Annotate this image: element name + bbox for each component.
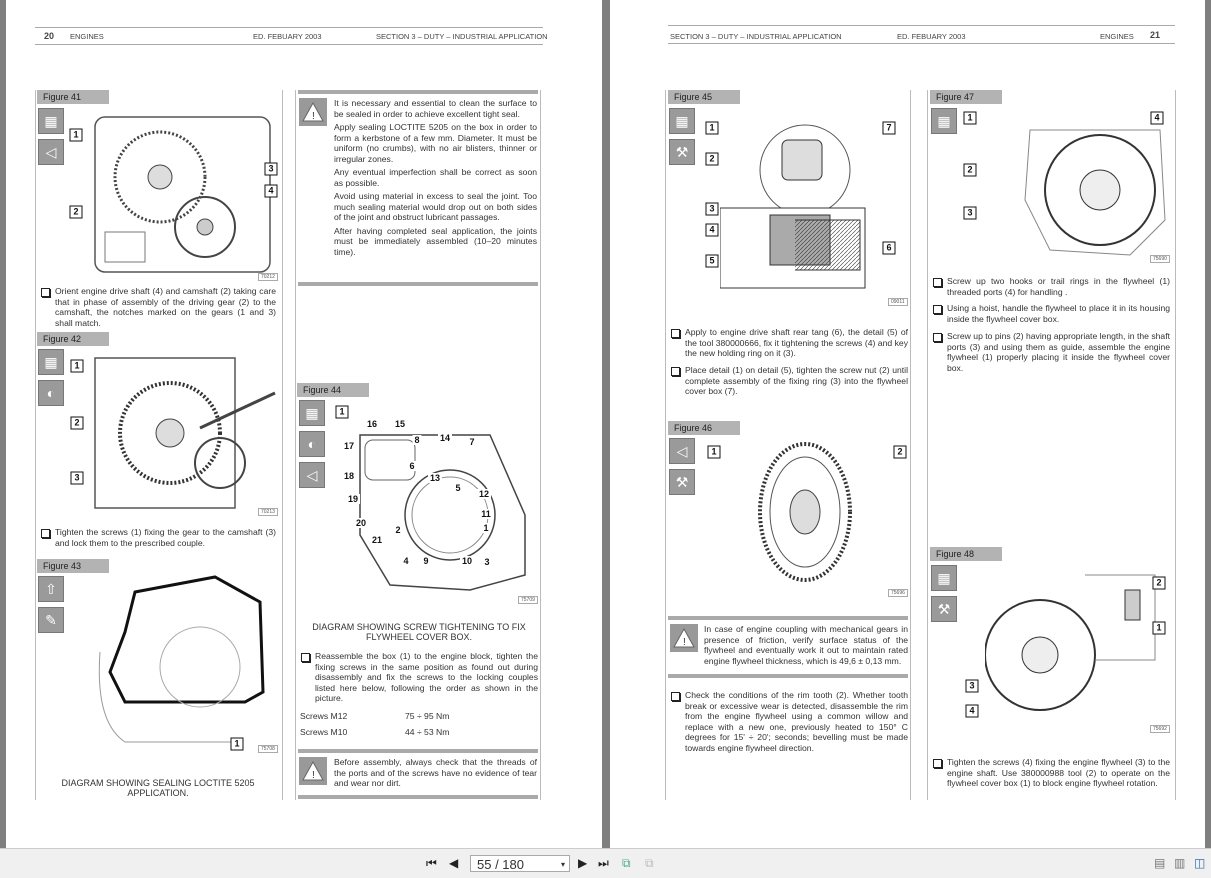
torque-name: Screws M12	[300, 711, 348, 721]
figure-caption: DIAGRAM SHOWING SEALING LOCTITE 5205 APPLICATION.	[61, 778, 255, 798]
figure-callout: 3	[705, 203, 718, 216]
figure-41-label: Figure 41	[37, 90, 109, 104]
figure-48-image	[985, 570, 1160, 730]
figure-code: 75696	[888, 589, 908, 597]
column-rule	[665, 90, 666, 800]
section-name: ENGINES	[1100, 32, 1134, 41]
figure-callout: 7	[882, 122, 895, 135]
warning-bar	[668, 674, 908, 678]
tool-icon: ⚒	[669, 139, 695, 165]
figure-callout: 2	[893, 446, 906, 459]
figure-44-label: Figure 44	[297, 383, 369, 397]
figure-callout: 7	[469, 437, 475, 447]
warning-icon	[670, 624, 698, 652]
go-forward-view-icon[interactable]: ⧉	[645, 856, 654, 870]
tool-icon: ⚒	[931, 596, 957, 622]
svg-text:!: !	[683, 637, 686, 648]
figure-callout: 3	[965, 680, 978, 693]
figure-callout: 4	[403, 556, 409, 566]
column-rule	[927, 90, 928, 800]
instruction-text: Apply to engine drive shaft rear tang (6), the detail (5) of the tool 380000666, fix it tightening the screws (4) and key the new holding ring on it (3).	[670, 327, 908, 359]
page-number-input[interactable]	[470, 855, 570, 872]
svg-text:!: !	[312, 111, 315, 122]
figure-callout: 16	[366, 419, 378, 429]
torque-value: 75 ÷ 95 Nm	[405, 711, 450, 721]
last-page-button[interactable]: ⏭	[598, 856, 609, 870]
column-rule	[1175, 90, 1176, 800]
warning-note: Avoid using material in excess to seal the joint. Too much sealing material would drop out on both sides of the joint and obstruct lubricant passages.	[334, 191, 537, 222]
figure-42-label: Figure 42	[37, 332, 109, 346]
disassembly-icon: ▦	[38, 108, 64, 134]
figure-47-image	[1020, 110, 1170, 260]
first-page-button[interactable]: ⏮	[426, 856, 437, 870]
tool-icon: ◐	[38, 380, 64, 406]
figure-code: 09011	[888, 298, 908, 306]
section-title: SECTION 3 – DUTY – INDUSTRIAL APPLICATION	[376, 32, 548, 41]
instruction-text: Orient engine drive shaft (4) and camshaft (2) taking care that in phase of assembly of the driving gear (2) to the camshaft, the notches marked on the gears (1 and 3) shall match.	[40, 286, 276, 328]
figure-41-image	[90, 112, 280, 282]
warning-note: It is necessary and essential to clean the surface to be sealed in order to achieve excellent tight seal.	[334, 98, 537, 119]
warning-bar	[298, 749, 538, 753]
figure-46-label: Figure 46	[668, 421, 740, 435]
figure-callout: 1	[70, 360, 83, 373]
disassembly-icon: ▦	[38, 349, 64, 375]
section-title: SECTION 3 – DUTY – INDUSTRIAL APPLICATION	[670, 32, 842, 41]
page-number: 20	[44, 31, 55, 41]
chevron-down-icon[interactable]: ▾	[560, 860, 565, 869]
svg-text:!: !	[312, 770, 315, 781]
figure-callout: 15	[394, 419, 406, 429]
edition: ED. FEBUARY 2003	[253, 32, 322, 41]
figure-callout: 2	[395, 525, 401, 535]
figure-callout: 8	[414, 435, 420, 445]
figure-callout: 6	[882, 242, 895, 255]
figure-callout: 9	[423, 556, 429, 566]
header-line	[35, 44, 543, 45]
figure-callout: 2	[70, 417, 83, 430]
figure-callout: 2	[963, 164, 976, 177]
warning-note: After having completed seal application, the joints must be immediately assembled (10–20 minutes time).	[334, 225, 537, 257]
figure-callout: 3	[264, 163, 277, 176]
figure-callout: 1	[69, 129, 82, 142]
page-number: 21	[1150, 30, 1161, 40]
tool-icon: ◁	[669, 438, 695, 464]
figure-callout: 5	[455, 483, 461, 493]
torque-value: 44 ÷ 53 Nm	[405, 727, 450, 737]
figure-callout: 4	[705, 224, 718, 237]
figure-callout: 1	[230, 738, 243, 751]
instruction-text: Tighten the screws (1) fixing the gear to the camshaft (3) and lock them to the prescribed couple.	[40, 527, 276, 548]
figure-callout: 1	[335, 406, 348, 419]
figure-callout: 1	[483, 523, 489, 533]
page-number-value: 55 / 180	[477, 857, 524, 872]
figure-callout: 2	[1152, 577, 1165, 590]
figure-callout: 1	[705, 122, 718, 135]
figure-45-label: Figure 45	[668, 90, 740, 104]
section-name: ENGINES	[70, 32, 104, 41]
instruction-text: Check the conditions of the rim tooth (2). Whether tooth break or excessive wear is detected, disassemble the rim from the engine flywheel using a common willow and replace with a new one, previously heated to 150° C degrees for 15' ÷ 20'; seconds; bevelling must be made towards engine flywheel direction.	[670, 690, 908, 753]
warning-text: In case of engine coupling with mechanical gears in presence of friction, verify surface status of the flywheel and eventually work it out to maintain rated engine flywheel thickness, which is 49,6 ± 0,13 mm.	[704, 624, 908, 666]
tool-icon: ⚒	[669, 469, 695, 495]
warning-bar	[298, 795, 538, 799]
figure-callout: 17	[343, 441, 355, 451]
figure-callout: 5	[705, 255, 718, 268]
figure-47-label: Figure 47	[930, 90, 1002, 104]
figure-code: 75692	[1150, 725, 1170, 733]
instruction-text: Screw up two hooks or trail rings in the flywheel (1) threaded ports (4) for handling .	[932, 276, 1170, 297]
figure-callout: 14	[439, 433, 451, 443]
tool-icon: ◁	[38, 139, 64, 165]
figure-callout: 2	[69, 206, 82, 219]
disassembly-icon: ▦	[299, 400, 325, 426]
disassembly-icon: ▦	[931, 108, 957, 134]
figure-callout: 4	[1150, 112, 1163, 125]
warning-bar	[668, 616, 908, 620]
figure-code: 75690	[1150, 255, 1170, 263]
figure-43-image	[85, 572, 280, 752]
figure-callout: 4	[264, 185, 277, 198]
sealant-icon: ✎	[38, 607, 64, 633]
figure-callout: 6	[409, 461, 415, 471]
header-line	[35, 27, 543, 28]
warning-icon	[299, 757, 327, 785]
figure-code: 70212	[258, 273, 278, 281]
column-rule	[282, 90, 283, 800]
figure-callout: 3	[963, 207, 976, 220]
tool-icon: ◐	[299, 431, 325, 457]
figure-code: 75708	[258, 745, 278, 753]
instruction-text: Using a hoist, handle the flywheel to place it in its housing inside the flywheel cover box.	[932, 303, 1170, 324]
instruction-text: Reassemble the box (1) to the engine block, tighten the fixing screws in the same position as found out during disassembly and fix the screws to the locking couples listed here below, following the order as shown in the picture.	[300, 651, 538, 704]
figure-callout: 2	[705, 153, 718, 166]
edition: ED. FEBUARY 2003	[897, 32, 966, 41]
figure-callout: 18	[343, 471, 355, 481]
single-page-view-icon[interactable]: ▤	[1154, 856, 1166, 870]
warning-icon	[299, 98, 327, 126]
figure-callout: 10	[461, 556, 473, 566]
figure-45-image	[720, 110, 905, 300]
column-rule	[910, 90, 911, 800]
figure-callout: 20	[355, 518, 367, 528]
figure-callout: 1	[963, 112, 976, 125]
warning-bar	[298, 282, 538, 286]
figure-callout: 3	[484, 557, 490, 567]
figure-48-label: Figure 48	[930, 547, 1002, 561]
warning-text: Before assembly, always check that the threads of the ports and of the screws have no evidence of tear and wear nor dirt.	[334, 757, 537, 788]
previous-page-button[interactable]: ◀	[449, 856, 459, 870]
two-page-view-icon[interactable]: ◫	[1194, 856, 1206, 870]
figure-caption: DIAGRAM SHOWING SCREW TIGHTENING TO FIX FLYWHEEL COVER BOX.	[312, 622, 526, 642]
figure-callout: 19	[347, 494, 359, 504]
column-rule	[35, 90, 36, 800]
header-line	[668, 43, 1175, 44]
disassembly-icon: ▦	[931, 565, 957, 591]
figure-callout: 11	[481, 509, 491, 519]
tool-icon: ◁	[299, 462, 325, 488]
figure-42-image	[90, 348, 280, 518]
figure-callout: 21	[371, 535, 383, 545]
warning-bar	[298, 90, 538, 94]
disassembly-icon: ▦	[669, 108, 695, 134]
instruction-text: Tighten the screws (4) fixing the engine flywheel (3) to the engine shaft. Use 380000988 tool (2) to operate on the flywheel cover box (1) to block engine flywheel rotation.	[932, 757, 1170, 789]
figure-callout: 13	[429, 473, 441, 483]
column-rule	[295, 90, 296, 800]
figure-code: 70213	[258, 508, 278, 516]
figure-callout: 3	[70, 472, 83, 485]
figure-callout: 1	[707, 446, 720, 459]
warning-notes	[334, 98, 537, 257]
continuous-view-icon[interactable]: ▥	[1174, 856, 1186, 870]
figure-callout: 4	[965, 705, 978, 718]
warning-note: Any eventual imperfection shall be correct as soon as possible.	[334, 167, 537, 188]
warning-note: Apply sealing LOCTITE 5205 on the box in order to form a kerbstone of a few mm. Diameter. It must be uniform (no crumbs), with no air blisters, thinner or irregular zones.	[334, 122, 537, 164]
torque-name: Screws M10	[300, 727, 348, 737]
go-back-view-icon[interactable]: ⧉	[622, 856, 631, 870]
assembly-icon: ⇧	[38, 576, 64, 602]
instruction-text: Screw up to pins (2) having appropriate length, in the shaft ports (3) and using them as guide, assemble the engine flywheel (1) properly placing it inside the flywheel cover box.	[932, 331, 1170, 373]
instruction-text: Place detail (1) on detail (5), tighten the screw nut (2) until complete assembly of the fixing ring (3) into the flywheel cover box (7).	[670, 365, 908, 397]
next-page-button[interactable]: ▶	[578, 856, 588, 870]
header-line	[668, 25, 1175, 26]
figure-43-label: Figure 43	[37, 559, 109, 573]
figure-callout: 12	[478, 489, 490, 499]
figure-code: 75709	[518, 596, 538, 604]
figure-callout: 1	[1152, 622, 1165, 635]
figure-46-image	[755, 440, 865, 585]
column-rule	[540, 90, 541, 800]
